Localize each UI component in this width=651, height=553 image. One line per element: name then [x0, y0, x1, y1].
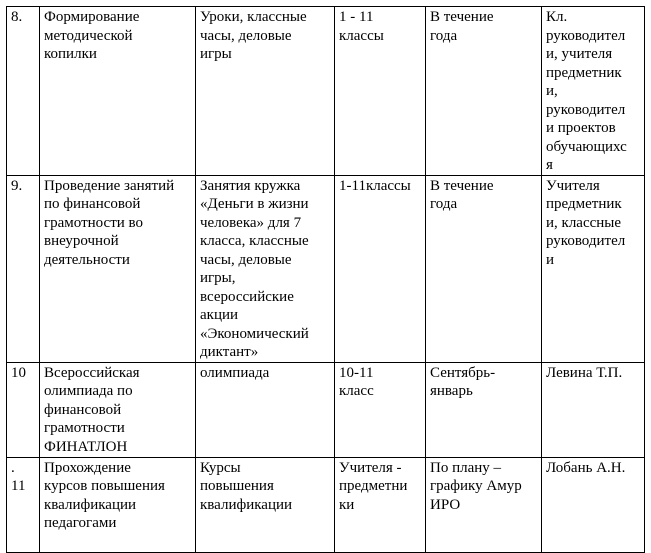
row-number: . 11	[11, 459, 26, 494]
responsible-cell	[542, 457, 645, 552]
event-text: Всероссийская олимпиада по финансовой грамотности ФИНАТЛОН	[44, 364, 140, 455]
row-number-cell	[7, 175, 40, 362]
row-number-cell	[7, 457, 40, 552]
timing-cell	[426, 7, 542, 176]
event-text: Проведение занятий по финансовой грамотности во внеурочной деятельности	[44, 177, 175, 268]
form-text: Уроки, классные часы, деловые игры	[200, 9, 307, 62]
event-cell	[40, 362, 196, 457]
timing-text: В течение года	[430, 177, 494, 212]
participants-cell	[335, 457, 426, 552]
responsible-text: Кл. руководител и, учителя предметник и, руководител и проектов обучающихс я	[546, 9, 627, 173]
row-number-cell	[7, 7, 40, 176]
table-row	[7, 175, 645, 362]
row-number: 9.	[11, 177, 23, 194]
table-row	[7, 7, 645, 176]
table-row	[7, 457, 645, 552]
plan-table	[6, 6, 645, 553]
participants-text: 1 - 11 классы	[339, 9, 384, 44]
responsible-cell	[542, 362, 645, 457]
responsible-text: Учителя предметник и, классные руководител и	[546, 177, 626, 268]
form-cell	[196, 362, 335, 457]
participants-text: 10-11 класс	[339, 364, 374, 399]
participants-cell	[335, 362, 426, 457]
timing-cell	[426, 362, 542, 457]
responsible-text: Левина Т.П.	[546, 364, 623, 381]
form-text: Занятия кружка «Деньги в жизни человека» для 7 класса, классные часы, деловые игры, всероссийские акции «Экономический диктант»	[200, 177, 309, 360]
responsible-cell	[542, 175, 645, 362]
form-cell	[196, 7, 335, 176]
timing-cell	[426, 457, 542, 552]
event-cell	[40, 175, 196, 362]
participants-text: Учителя - предметни ки	[339, 459, 408, 513]
form-cell	[196, 457, 335, 552]
participants-text: 1-11классы	[339, 177, 411, 194]
timing-text: В течение года	[430, 9, 494, 44]
row-number: 10	[11, 364, 26, 381]
timing-text: По плану – графику Амур ИРО	[430, 459, 522, 513]
row-number: 8.	[11, 9, 23, 25]
form-cell	[196, 175, 335, 362]
timing-cell	[426, 175, 542, 362]
event-cell	[40, 457, 196, 552]
table-row	[7, 362, 645, 457]
timing-text: Сентябрь- январь	[430, 364, 496, 399]
responsible-cell	[542, 7, 645, 176]
event-text: Формирование методической копилки	[44, 9, 140, 62]
form-text: Курсы повышения квалификации	[200, 459, 293, 513]
participants-cell	[335, 175, 426, 362]
participants-cell	[335, 7, 426, 176]
event-cell	[40, 7, 196, 176]
responsible-text: Лобань А.Н.	[546, 459, 626, 476]
event-text: Прохождение курсов повышения квалификации педагогами	[44, 459, 165, 531]
row-number-cell	[7, 362, 40, 457]
form-text: олимпиада	[200, 364, 270, 381]
